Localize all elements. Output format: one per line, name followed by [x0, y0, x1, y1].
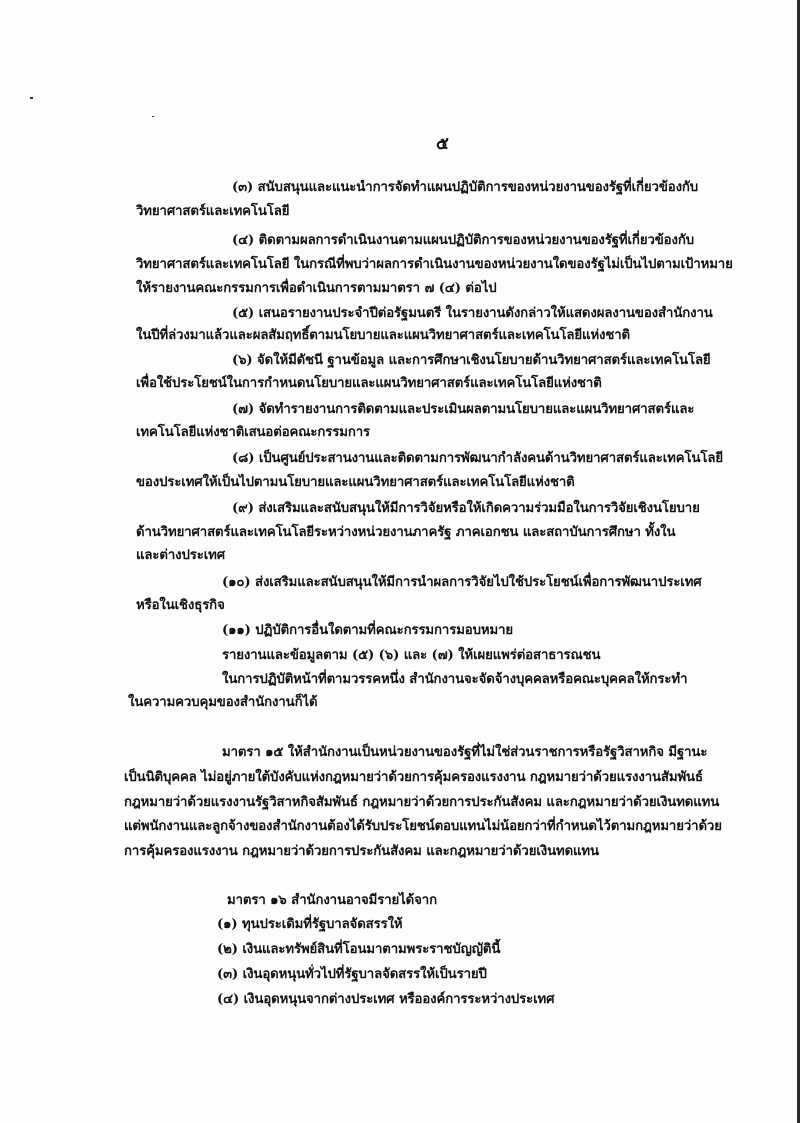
text-line: มาตรา ๑๖ สำนักงานอาจมีรายได้จาก [227, 893, 437, 908]
text-line: การคุ้มครองแรงงาน กฎหมายว่าด้วยการประกันสังคม และกฎหมายว่าด้วยเงินทดแทน [124, 844, 599, 859]
text-line: (๔) ติดตามผลการดำเนินงานตามแผนปฏิบัติการของหน่วยงานของรัฐที่เกี่ยวข้องกับ [232, 233, 694, 248]
text-line: (๑๐) ส่งเสริมและสนับสนุนให้มีการนำผลการวิจัยไปใช้ประโยชน์เพื่อการพัฒนาประเทศ [222, 575, 702, 590]
text-line: (๑๑) ปฏิบัติการอื่นใดตามที่คณะกรรมการมอบหมาย [222, 623, 513, 638]
text-line: มาตรา ๑๕ ให้สำนักงานเป็นหน่วยงานของรัฐที่ไม่ใช่ส่วนราชการหรือรัฐวิสาหกิจ มีฐานะ [222, 745, 708, 760]
scan-speck [152, 116, 154, 117]
text-line: วิทยาศาสตร์และเทคโนโลยี ในกรณีที่พบว่าผลการดำเนินงานของหน่วยงานใดของรัฐไม่เป็นไปตามเป้าหมาย [136, 257, 733, 272]
text-line: (๕) เสนอรายงานประจำปีต่อรัฐมนตรี ในรายงานดังกล่าวให้แสดงผลงานของสำนักงาน [232, 306, 713, 321]
text-line: (๖) จัดให้มีดัชนี ฐานข้อมูล และการศึกษาเชิงนโยบายด้านวิทยาศาสตร์และเทคโนโลยี [232, 353, 711, 368]
text-line: (๘) เป็นศูนย์ประสานงานและติดตามการพัฒนากำลังคนด้านวิทยาศาสตร์และเทคโนโลยี [232, 451, 723, 466]
text-line: รายงานและข้อมูลตาม (๕) (๖) และ (๗) ให้เผยแพร่ต่อสาธารณชน [222, 648, 601, 663]
text-line: (๓) เงินอุดหนุนทั่วไปที่รัฐบาลจัดสรรให้เป็นรายปี [217, 967, 487, 982]
text-line: (๙) ส่งเสริมและสนับสนุนให้มีการวิจัยหรือให้เกิดความร่วมมือในการวิจัยเชิงนโยบาย [232, 501, 700, 516]
text-line: แต่พนักงานและลูกจ้างของสำนักงานต้องได้รับประโยชน์ตอบแทนไม่น้อยกว่าที่กำหนดไว้ตามกฎหมายว่าด้วย [124, 819, 722, 834]
page-number: ๕ [436, 134, 449, 154]
text-line: เป็นนิติบุคคล ไม่อยู่ภายใต้บังคับแห่งกฎหมายว่าด้วยการคุ้มครองแรงงาน กฎหมายว่าด้วยแรงงานสัมพันธ์ [124, 770, 703, 785]
text-line: เทคโนโลยีแห่งชาติเสนอต่อคณะกรรมการ [136, 425, 370, 440]
text-line: ด้านวิทยาศาสตร์และเทคโนโลยีระหว่างหน่วยงานภาครัฐ ภาคเอกชน และสถาบันการศึกษา ทั้งใน [136, 525, 676, 540]
text-line: (๒) เงินและทรัพย์สินที่โอนมาตามพระราชบัญญัตินี้ [217, 942, 501, 957]
text-line: และต่างประเทศ [136, 548, 225, 563]
text-line: ในการปฏิบัติหน้าที่ตามวรรคหนึ่ง สำนักงานจะจัดจ้างบุคคลหรือคณะบุคคลให้กระทำ [222, 672, 688, 687]
text-line: ในความควบคุมของสำนักงานก็ได้ [128, 695, 318, 710]
text-line: ในปีที่ล่วงมาแล้วและผลสัมฤทธิ์ตามนโยบายและแผนวิทยาศาสตร์และเทคโนโลยีแห่งชาติ [136, 328, 630, 343]
text-line: กฎหมายว่าด้วยแรงงานรัฐวิสาหกิจสัมพันธ์ กฎหมายว่าด้วยการประกันสังคม และกฎหมายว่าด้วยเงินทดแทน [124, 795, 720, 810]
text-line: หรือในเชิงธุรกิจ [136, 598, 225, 613]
text-line: (๑) ทุนประเดิมที่รัฐบาลจัดสรรให้ [217, 917, 403, 932]
text-line: เพื่อใช้ประโยชน์ในการกำหนดนโยบายและแผนวิทยาศาสตร์และเทคโนโลยีแห่งชาติ [136, 376, 602, 391]
text-line: ให้รายงานคณะกรรมการเพื่อดำเนินการตามมาตรา ๗ (๔) ต่อไป [136, 281, 497, 296]
text-line: (๗) จัดทำรายงานการติดตามและประเมินผลตามนโยบายและแผนวิทยาศาสตร์และ [232, 402, 695, 417]
scan-speck [30, 97, 33, 99]
text-line: วิทยาศาสตร์และเทคโนโลยี [136, 204, 290, 219]
text-line: ของประเทศให้เป็นไปตามนโยบายและแผนวิทยาศาสตร์และเทคโนโลยีแห่งชาติ [136, 475, 575, 490]
text-line: (๓) สนับสนุนและแนะนำการจัดทำแผนปฏิบัติการของหน่วยงานของรัฐที่เกี่ยวข้องกับ [232, 180, 699, 195]
text-line: (๔) เงินอุดหนุนจากต่างประเทศ หรือองค์การระหว่างประเทศ [217, 992, 555, 1007]
